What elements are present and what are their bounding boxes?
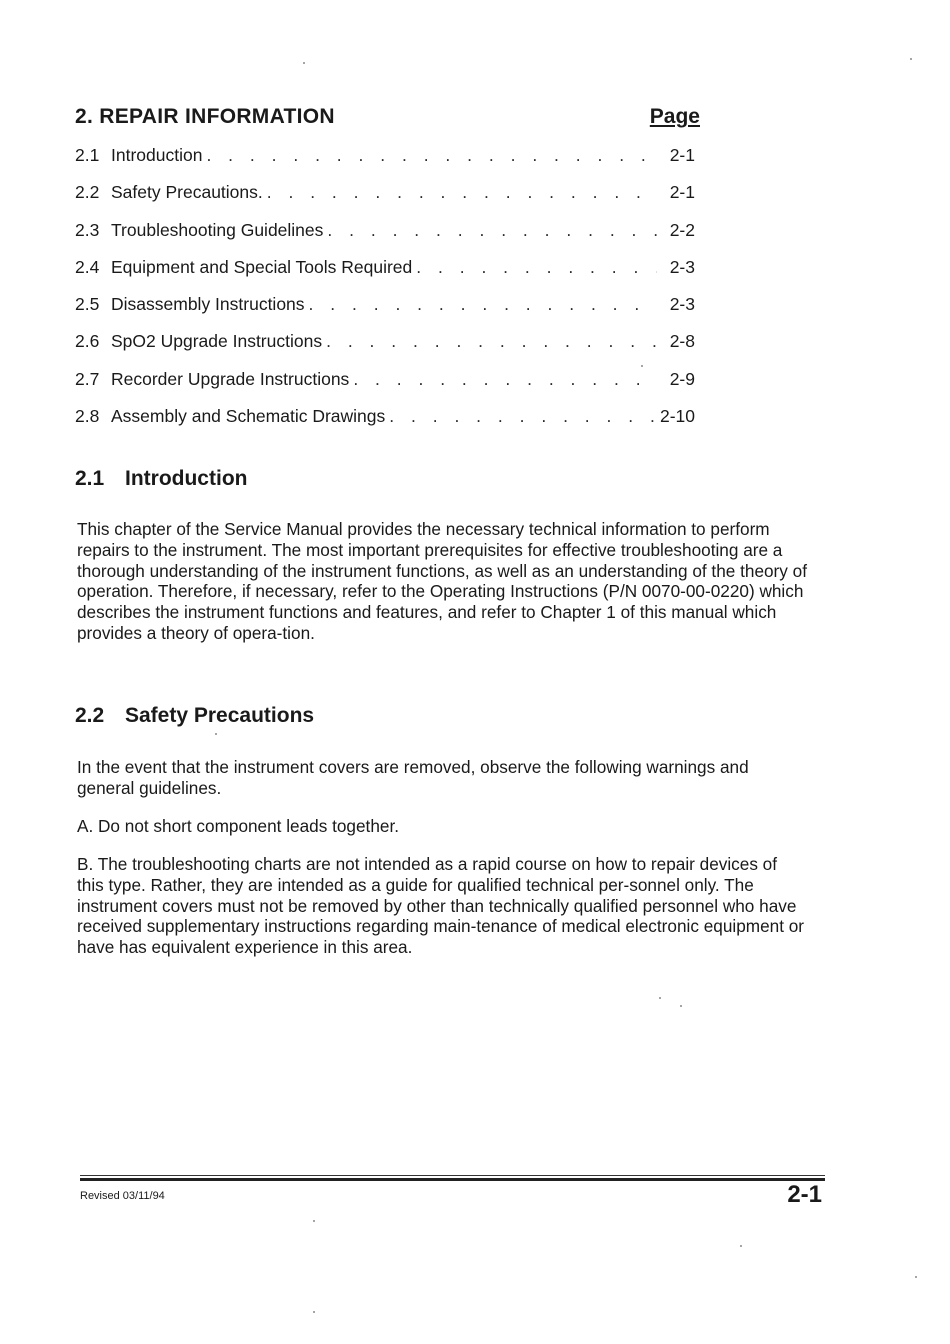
toc-entry[interactable] [75,330,695,367]
safety-intro-paragraph: In the event that the instrument covers are removed, observe the following warnings and general guidelines. [77,757,749,798]
toc-entry[interactable] [75,293,695,330]
scan-speck [915,1276,917,1278]
toc-header [75,105,700,135]
intro-heading [75,467,247,491]
safety-heading [75,704,314,728]
dot-leader [327,219,657,241]
toc-entry-title: Safety Precautions. [111,182,263,203]
scan-speck [910,58,912,60]
toc-entry-page: 2-3 [669,256,695,277]
toc-entry-page: 2-1 [669,182,695,203]
toc-entry-number: 2.4 [75,256,100,277]
toc-entry-title: Equipment and Special Tools Required [111,256,413,277]
toc-entry[interactable] [75,405,695,442]
toc-entry-title: SpO2 Upgrade Instructions [111,331,323,352]
toc-page-label: Page [649,105,700,128]
scan-speck [740,1245,742,1247]
safety-item-b: B. The troubleshooting charts are not intended as a rapid course on how to repair devices of this type. Rather, they are intended as a guide for qualified technical per-sonnel only. The instrument covers must not be removed by other than technically qualified personnel who have received supplementary instructions regarding main-tenance of medical electronic equipment or have has equivalent experience in this area. [77,854,805,958]
dot-leader [326,330,657,352]
dot-leader [389,405,656,427]
scan-speck [680,1005,682,1007]
toc-entry-number: 2.2 [75,182,100,203]
toc-entry-page: 2-1 [669,145,695,165]
toc-entry-page: 2-2 [669,219,695,240]
dot-leader [309,293,657,315]
scan-speck [303,62,305,64]
scan-speck [215,733,217,735]
toc-title: 2. REPAIR INFORMATION [75,105,335,128]
safety-section-number: 2.2 [75,704,105,727]
toc-entry-page: 2-3 [669,294,695,315]
dot-leader [206,144,657,166]
toc-entry-number: 2.3 [75,219,100,240]
toc-entry-title: Assembly and Schematic Drawings [111,406,386,427]
toc-entry-number: 2.1 [75,145,100,165]
toc-list [75,144,695,442]
dot-leader [353,368,657,390]
scan-speck [659,997,661,999]
intro-section-title: Introduction [125,467,248,490]
toc-entry[interactable] [75,368,695,405]
toc-entry-number: 2.7 [75,368,100,389]
safety-item-a: A. Do not short component leads together. [77,816,399,836]
safety-section-title: Safety Precautions [125,704,315,727]
toc-entry-page: 2-9 [669,368,695,389]
footer-page-number: 2-1 [787,1181,822,1208]
scan-speck [641,365,643,367]
scan-speck [313,1220,315,1222]
intro-paragraph: This chapter of the Service Manual provides the necessary technical information to perform repairs to the instrument. The most important prerequisites for effective troubleshooting are a thorough understanding of the instrument functions, as well as an understanding of the theory of operation. Therefore, if necessary, refer to the Operating Instructions (P/N 0070-00-0220) which describes the instrument functions and features, and refer to Chapter 1 of this manual which provides a theory of opera-tion. [77,519,807,643]
toc-entry-title: Recorder Upgrade Instructions [111,368,350,389]
toc-entry-number: 2.5 [75,294,100,315]
intro-section-number: 2.1 [75,467,105,490]
toc-entry-page: 2-10 [659,406,695,427]
footer-divider-thin [80,1175,825,1176]
toc-entry-page: 2-8 [669,331,695,352]
toc-entry-title: Troubleshooting Guidelines [111,219,324,240]
toc-entry-title: Disassembly Instructions [111,294,305,315]
scan-speck [313,1311,315,1313]
toc-entry[interactable] [75,219,695,256]
toc-entry-number: 2.8 [75,406,100,427]
toc-entry[interactable] [75,181,695,218]
toc-entry-title: Introduction [111,145,203,165]
footer-divider-thick [80,1178,825,1181]
footer-revision-date: Revised 03/11/94 [80,1190,165,1202]
toc-entry[interactable] [75,256,695,293]
toc-entry-number: 2.6 [75,331,100,352]
dot-leader [267,181,657,203]
toc-entry[interactable] [75,144,695,181]
dot-leader [416,256,657,278]
